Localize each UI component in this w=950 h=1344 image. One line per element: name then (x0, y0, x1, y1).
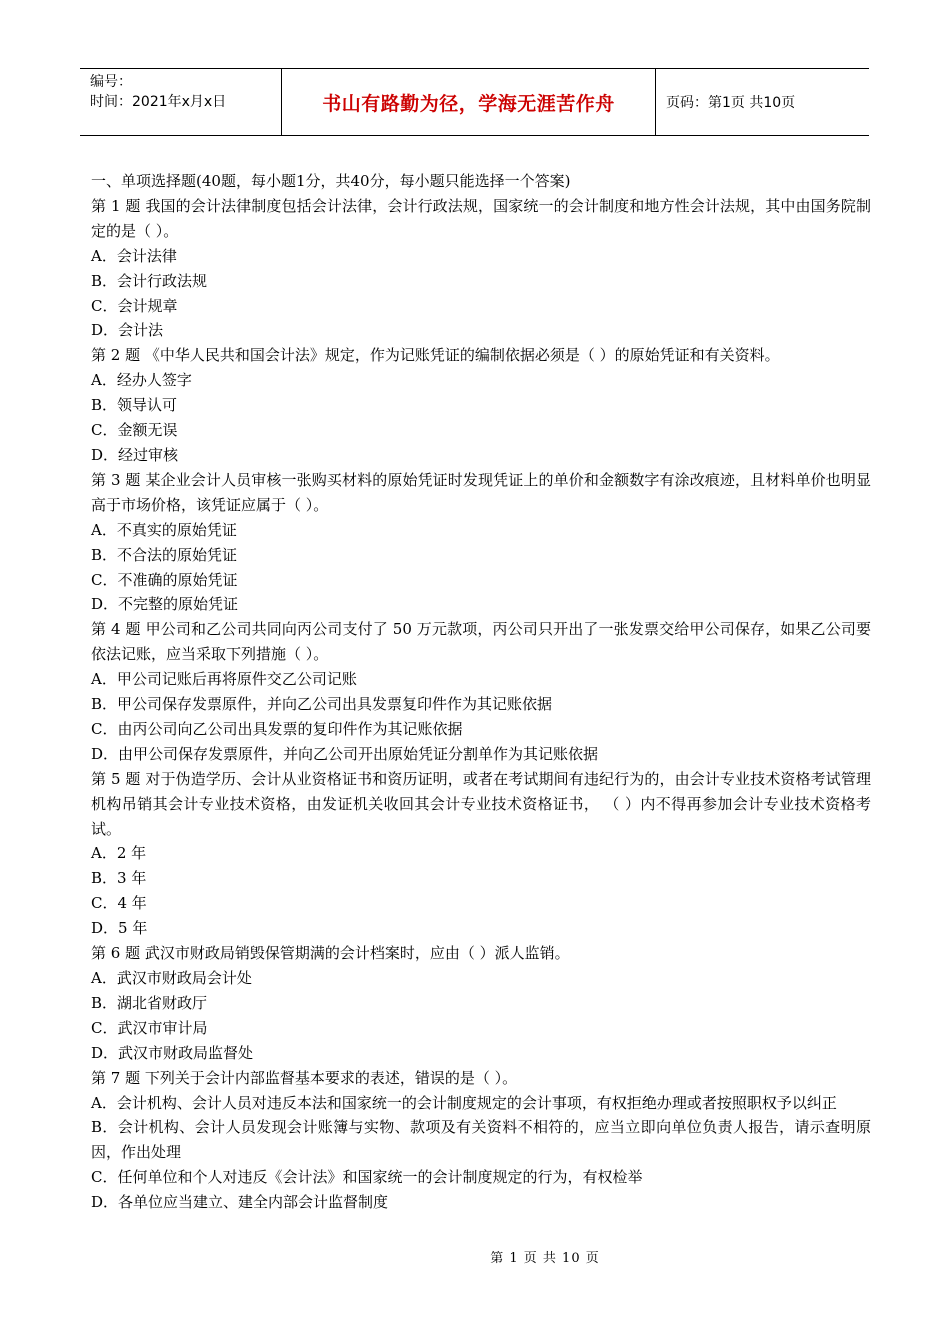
question-text: 第 4 题 甲公司和乙公司共同向丙公司支付了 50 万元款项，丙公司只开出了一张发票交给甲公司保存，如果乙公司要依法记账，应当采取下列措施（ ）。 (91, 620, 871, 664)
answer-option: C．任何单位和个人对违反《会计法》和国家统一的会计制度规定的行为，有权检举 (91, 1168, 643, 1187)
answer-option: C．4 年 (91, 894, 147, 913)
answer-option: D．由甲公司保存发票原件，并向乙公司开出原始凭证分割单作为其记账依据 (91, 744, 599, 763)
question-block (91, 1066, 871, 1215)
answer-option: D．5 年 (91, 919, 148, 938)
header-motto-cell (282, 69, 656, 135)
answer-option: C．不准确的原始凭证 (91, 570, 238, 589)
answer-option: B．不合法的原始凭证 (91, 545, 238, 564)
answer-option: B．湖北省财政厅 (91, 993, 208, 1012)
answer-option: A．甲公司记账后再将原件交乙公司记账 (91, 670, 357, 689)
question-text: 第 5 题 对于伪造学历、会计从业资格证书和资历证明，或者在考试期间有违纪行为的，由会计专业技术资格考试管理机构吊销其会计专业技术资格，由发证机关收回其会计专业技术资格证书， （ ）内不得再参加会计专业技术资格考试。 (91, 769, 871, 838)
answer-option: B．领导认可 (91, 396, 178, 415)
answer-option: A．会计机构、会计人员对违反本法和国家统一的会计制度规定的会计事项，有权拒绝办理或者按照职权予以纠正 (91, 1093, 837, 1112)
question-text: 第 6 题 武汉市财政局销毁保管期满的会计档案时，应由（ ）派人监销。 (91, 944, 570, 963)
document-header (80, 68, 869, 136)
answer-option: D．经过审核 (91, 445, 179, 464)
number-label: 编号： (90, 74, 132, 90)
answer-option: B．会计机构、会计人员发现会计账簿与实物、款项及有关资料不相符的，应当立即向单位负责人报告，请示查明原因，作出处理 (91, 1118, 871, 1162)
question-text: 第 3 题 某企业会计人员审核一张购买材料的原始凭证时发现凭证上的单价和金额数字有涂改痕迹，且材料单价也明显高于市场价格，该凭证应属于（ ）。 (91, 470, 871, 514)
answer-option: A．2 年 (91, 844, 147, 863)
answer-option: C．由丙公司向乙公司出具发票的复印件作为其记账依据 (91, 719, 463, 738)
answer-option: B．3 年 (91, 869, 147, 888)
question-text: 第 2 题 《中华人民共和国会计法》规定，作为记账凭证的编制依据必须是（ ）的原始凭证和有关资料。 (91, 346, 780, 365)
motto-text: 书山有路勤为径，学海无涯苦作舟 (322, 92, 615, 115)
header-page-cell (656, 69, 869, 135)
exam-content (91, 169, 871, 1215)
question-list (91, 194, 871, 1215)
page-footer: 第 1 页 共 10 页 (490, 1251, 600, 1266)
answer-option: C．会计规章 (91, 296, 178, 315)
page-label: 页码：第1页 共10页 (666, 95, 796, 111)
header-meta (80, 69, 282, 135)
answer-option: D．各单位应当建立、建全内部会计监督制度 (91, 1193, 389, 1212)
question-block (91, 468, 871, 617)
date-label: 时间：2021年x月x日 (90, 94, 227, 110)
answer-option: A．会计法律 (91, 246, 177, 265)
question-text: 第 7 题 下列关于会计内部监督基本要求的表述，错误的是（ ）。 (91, 1068, 518, 1087)
section-title: 一、单项选择题(40题，每小题1分，共40分，每小题只能选择一个答案) (91, 172, 571, 190)
question-block (91, 941, 871, 1066)
answer-option: B．会计行政法规 (91, 271, 208, 290)
answer-option: B．甲公司保存发票原件，并向乙公司出具发票复印件作为其记账依据 (91, 695, 553, 714)
question-block (91, 617, 871, 766)
question-block (91, 767, 871, 941)
answer-option: C．武汉市审计局 (91, 1018, 208, 1037)
answer-option: A．经办人签字 (91, 371, 192, 390)
answer-option: A．武汉市财政局会计处 (91, 969, 252, 987)
answer-option: D．不完整的原始凭证 (91, 595, 239, 614)
question-block (91, 194, 871, 343)
question-text: 第 1 题 我国的会计法律制度包括会计法律，会计行政法规，国家统一的会计制度和地方性会计法规，其中由国务院制定的是（ ）。 (91, 196, 871, 240)
question-block (91, 343, 871, 468)
answer-option: D．会计法 (91, 321, 164, 340)
answer-option: D．武汉市财政局监督处 (91, 1043, 254, 1062)
answer-option: C．金额无误 (91, 421, 178, 440)
answer-option: A．不真实的原始凭证 (91, 520, 237, 539)
